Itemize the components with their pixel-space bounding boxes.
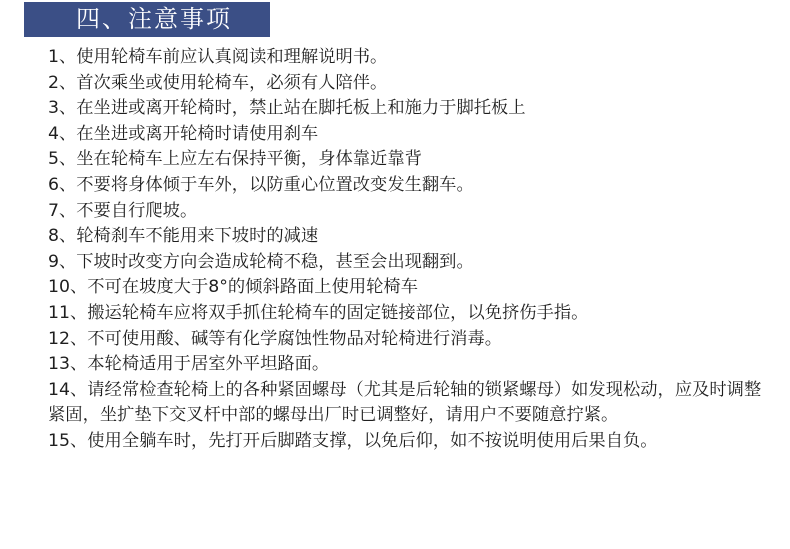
list-item: 2、首次乘坐或使用轮椅车，必须有人陪伴。 — [48, 72, 388, 93]
list-item: 7、不要自行爬坡。 — [48, 200, 198, 221]
list-item: 5、坐在轮椅车上应左右保持平衡，身体靠近靠背 — [48, 149, 422, 170]
list-item: 11、搬运轮椅车应将双手抓住轮椅车的固定链接部位，以免挤伤手指。 — [48, 302, 589, 323]
list-item: 9、下坡时改变方向会造成轮椅不稳，甚至会出现翻到。 — [48, 251, 474, 272]
list-item: 15、使用全躺车时，先打开后脚踏支撑，以免后仰，如不按说明使用后果自负。 — [48, 430, 658, 451]
list-item: 10、不可在坡度大于8°的倾斜路面上使用轮椅车 — [48, 277, 418, 298]
list-item: 3、在坐进或离开轮椅时，禁止站在脚托板上和施力于脚托板上 — [48, 98, 526, 119]
list-item: 6、不要将身体倾于车外，以防重心位置改变发生翻车。 — [48, 174, 474, 195]
list-item: 12、不可使用酸、碱等有化学腐蚀性物品对轮椅进行消毒。 — [48, 328, 503, 349]
section-title: 四、注意事项 — [24, 2, 270, 37]
list-item: 1、使用轮椅车前应认真阅读和理解说明书。 — [48, 47, 388, 67]
list-item: 13、本轮椅适用于居室外平坦路面。 — [48, 354, 330, 375]
list-item: 8、轮椅刹车不能用来下坡时的减速 — [48, 226, 319, 247]
precautions-list — [48, 45, 764, 455]
list-item: 14、请经常检查轮椅上的各种紧固螺母（尤其是后轮轴的锁紧螺母）如发现松动，应及时调整紧固，坐扩垫下交叉杆中部的螺母出厂时已调整好，请用户不要随意拧紧。 — [48, 379, 762, 426]
list-item: 4、在坐进或离开轮椅时请使用刹车 — [48, 123, 319, 144]
